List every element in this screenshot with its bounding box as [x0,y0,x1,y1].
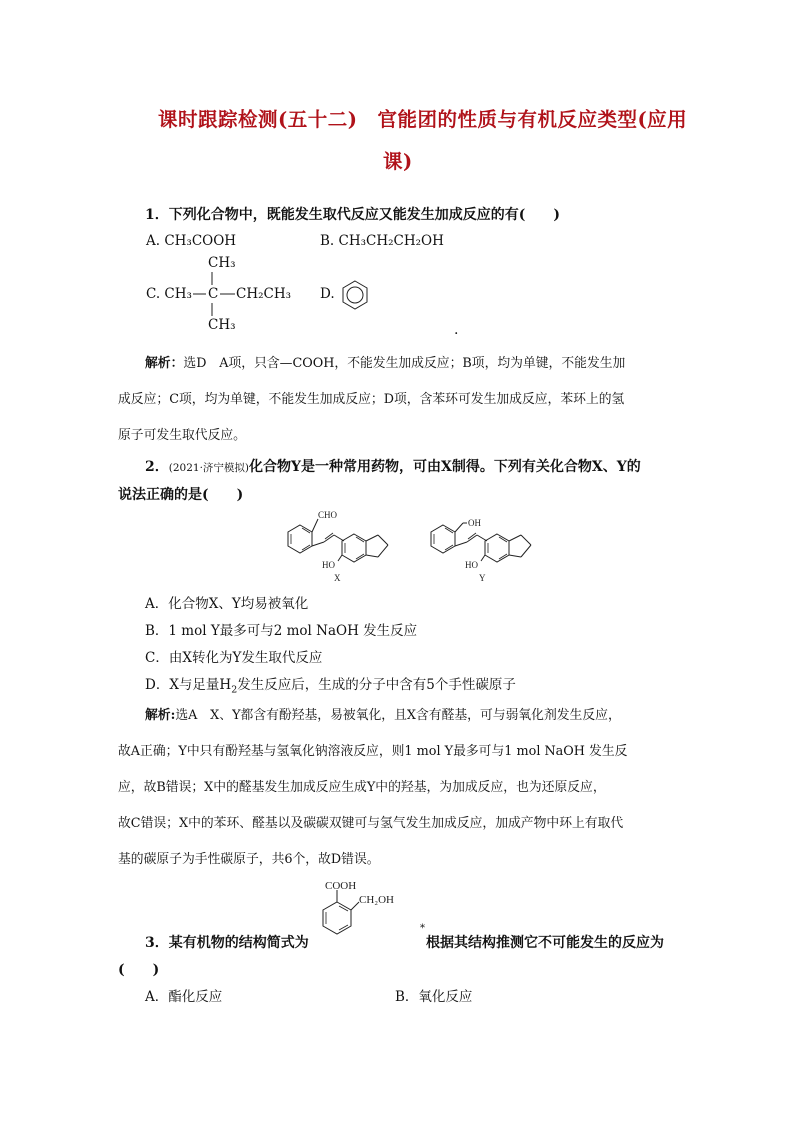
option-c-top-group: CH₃ [208,255,236,271]
question-2-stem-text: 化合物Y是一种常用药物，可由X制得。下列有关化合物X、Y的 [249,459,641,475]
question-3-option-a: A．酯化反应 [145,989,223,1005]
structure-y-diagram [423,505,553,587]
question-2-option-c: C．由X转化为Y发生取代反应 [145,650,323,666]
question-1-solution-line-3: 原子可发生取代反应。 [118,428,246,443]
question-2-solution-line-1 [145,704,621,723]
question-3-stem-part-1: 3．某有机物的结构简式为 [145,935,309,951]
question-2-source: (2021·济宁模拟) [168,462,250,474]
question-2-solution-line-4: 故C错误；X中的苯环、醛基以及碳碳双键可与氢气发生加成反应，加成产物中环上有取代 [118,816,624,831]
question-2-option-d [145,673,516,696]
question-2-solution-line-3: 应，故B错误；X中的醛基发生加成反应生成Y中的羟基，为加成反应，也为还原反应， [118,780,606,795]
question-2-stem [145,456,641,476]
option-d-text-post: 发生反应后，生成的分子中含有5个手性碳原子 [237,677,516,693]
question-3-stem-part-2: 根据其结构推测它不可能发生的反应为 [426,935,664,951]
structure-q3-ch2oh-label: CH₂OH [359,894,395,906]
solution-label: 解析: [145,708,176,723]
structure-y-ho-label: HO [465,560,478,570]
question-2-number: 2． [145,459,169,475]
question-1-solution-line-1 [145,352,625,371]
stray-period: . [454,322,459,338]
structure-x-diagram [280,505,400,587]
structure-y-oh-group-label: OH [468,518,481,528]
question-2-stem-line-2: 说法正确的是( ) [118,487,244,503]
option-c-center-carbon: C [208,286,219,302]
question-3-star-mark: * [420,923,425,934]
option-c-bonds [190,268,240,320]
question-2-solution-line-2: 故A正确；Y中只有酚羟基与氢氧化钠溶液反应，则1 mol Y最多可与1 mol NaOH 发生反 [118,744,628,759]
question-2-option-a: A．化合物X、Y均易被氧化 [145,596,309,612]
option-d-text-pre: D．X与足量H [145,677,232,693]
question-1-option-a: A. CH₃COOH [146,233,237,249]
question-1-option-d: D. [320,286,335,302]
page-title: 课时跟踪检测(五十二) 官能团的性质与有机反应类型(应用 [158,108,688,131]
option-c-prefix: C. CH₃ [146,286,192,302]
question-1-option-b: B. CH₃CH₂CH₂OH [320,233,444,249]
question-3-stem-line-2: ( ) [118,962,160,978]
structure-x-cho-label: CHO [318,510,338,520]
page-title-continued: 课) [383,150,413,173]
option-d-subscript: 2 [231,684,238,696]
question-1-solution-line-2: 成反应；C项，均为单键，不能发生加成反应；D项，含苯环可发生加成反应，苯环上的氢 [118,392,625,407]
structure-x-ho-label: HO [322,560,335,570]
question-2-option-b: B．1 mol Y最多可与2 mol NaOH 发生反应 [145,623,418,639]
solution-text: 选D A项，只含—COOH，不能发生加成反应；B项，均为单键，不能发生加 [183,356,626,371]
question-1-stem: 1．下列化合物中，既能发生取代反应又能发生加成反应的有( ) [145,207,560,223]
solution-label: 解析： [145,356,184,371]
option-c-bottom-group: CH₃ [208,317,236,333]
question-2-solution-line-5: 基的碳原子为手性碳原子，共6个，故D错误。 [118,852,380,867]
option-c-suffix: CH₂CH₃ [236,286,292,302]
solution-text: 选A X、Y都含有酚羟基，易被氧化，且X含有醛基，可与弱氧化剂发生反应， [175,708,621,723]
structure-x-label: X [334,573,341,583]
benzene-ring-icon [338,278,372,312]
structure-y-label: Y [479,573,486,583]
question-3-option-b: B．氧化反应 [395,989,473,1005]
structure-q3-diagram [315,876,425,948]
structure-q3-cooh-label: COOH [325,880,357,892]
